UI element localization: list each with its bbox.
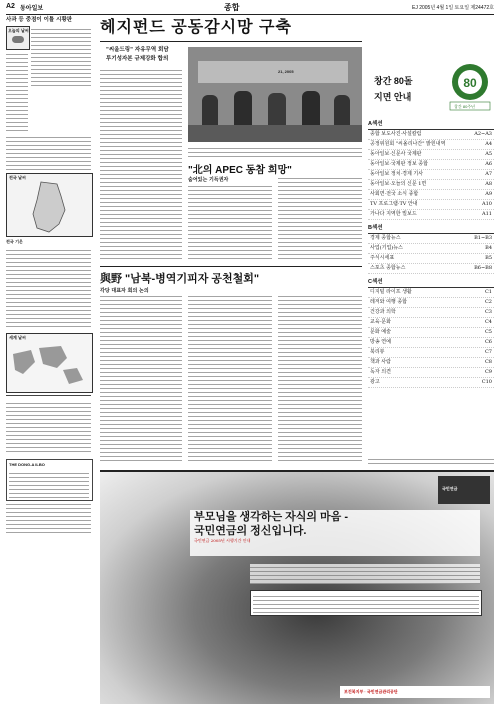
guide-item	[368, 264, 494, 274]
guide-item	[368, 170, 494, 180]
guide-item-page: B4	[485, 245, 492, 251]
lower-rule	[100, 266, 362, 267]
guide-item-page: A8	[485, 181, 492, 187]
guide-item	[368, 210, 494, 220]
weather-title: 오늘의 날씨	[8, 28, 29, 33]
page-number: A2	[6, 3, 15, 10]
guide-item	[368, 254, 494, 264]
sub-head: 숨어있는 기득권자	[188, 177, 229, 183]
guide-item-page: A11	[482, 211, 492, 217]
map-shape	[27, 180, 71, 234]
ad-headline-1: 부모님을 생각하는 자식의 마음 -	[194, 511, 349, 523]
guide-item-name: 동아일보 정치·경제 기사	[370, 171, 424, 177]
quote-head: "北의 APEC 동참 희망"	[188, 165, 292, 176]
corner-badge-text: 국민연금	[442, 486, 458, 491]
guide-item	[368, 308, 494, 318]
weather-text	[31, 26, 91, 86]
guide-item-name: 사업(기업)뉴스	[370, 245, 403, 251]
guide-item	[368, 338, 494, 348]
guide-item-page: C9	[484, 369, 492, 375]
deck-1: "씨올드링" 자유무역 회담	[106, 47, 169, 53]
guide-item-page: B5	[485, 255, 492, 261]
right-lower-text	[368, 456, 494, 464]
left-column	[6, 17, 94, 629]
guide-item-name: 디지털 라이프 생활	[370, 289, 412, 295]
header-rule	[6, 14, 494, 15]
photo-caption: 21, 2005	[278, 69, 294, 74]
guide-item-name: 가나다 지역한 빌보드	[370, 211, 417, 217]
guide-item-name: 사회면·전국 소식 종합	[370, 191, 419, 197]
guide-item-name: 종합 보도사진·사설칼럼	[370, 131, 422, 137]
guide-item-page: C8	[484, 359, 492, 365]
guide-item-name: 스포츠 종합뉴스	[370, 265, 406, 271]
photo-banner	[198, 61, 348, 83]
guide-item	[368, 378, 494, 388]
paper-name: 동아일보	[20, 6, 44, 12]
pension-ad	[100, 470, 494, 704]
korea-map	[6, 173, 93, 237]
guide-item-name: 주식시세표	[370, 255, 395, 261]
guide-item	[368, 318, 494, 328]
section-label: 종합	[224, 3, 240, 12]
lower-sub: 각당 대표자 회의 논의	[100, 288, 149, 294]
guide-item-name: TV 프로그램·TV 안내	[370, 201, 418, 207]
cloud-icon	[12, 36, 24, 43]
lower-story	[100, 266, 362, 464]
ad-headline-2: 국민연금의 정신입니다.	[194, 525, 307, 537]
guide-item-page: C7	[484, 349, 492, 355]
guide-item-name: 레저와 여행 종합	[370, 299, 407, 305]
guide-item	[368, 328, 494, 338]
svg-text:80: 80	[463, 76, 477, 90]
guide-item-name: 동아일보·오늘의 신문 1면	[370, 181, 427, 187]
guide-item-page: C3	[484, 309, 492, 315]
guide-section-title: B섹션	[368, 223, 494, 234]
footer-note: THE DONG-A ILBO	[9, 462, 45, 467]
right-column	[368, 62, 494, 452]
main-headline-rule	[100, 41, 362, 42]
emblem-label: 창간 80주년	[454, 104, 476, 109]
ad-table	[250, 590, 482, 616]
photo-caption-text	[188, 145, 362, 157]
figure-2	[234, 91, 252, 125]
guide-item-name: 공정위원회 "씨올리나간" 밝힌내역	[370, 141, 446, 147]
ad-headline-box	[190, 510, 480, 556]
ad-photo	[100, 472, 494, 704]
figure-4	[302, 91, 320, 125]
guide-item-page: A9	[485, 191, 492, 197]
guide-item-name: 경제 종합뉴스	[370, 235, 401, 241]
world-weather	[6, 333, 93, 393]
guide-item-page: C5	[484, 329, 492, 335]
right-lower-story	[368, 456, 494, 464]
guide-item	[368, 298, 494, 308]
guide-item	[368, 150, 494, 160]
lower-body-1	[100, 296, 182, 461]
guide-sections	[368, 116, 494, 388]
left-text-1	[6, 51, 28, 131]
weather-grid-cells	[6, 400, 91, 452]
temp-table-title: 전국 기온	[6, 239, 23, 244]
guide-section-title: A섹션	[368, 119, 494, 130]
guide-item-name: 북리뷰	[370, 349, 385, 355]
main-body-2	[188, 185, 272, 259]
left-text-3	[6, 503, 91, 533]
guide-item	[368, 180, 494, 190]
main-headline: 헤지펀드 공동감시망 구축	[100, 19, 292, 36]
ad-sponsor-bar	[340, 686, 490, 698]
guide-item	[368, 200, 494, 210]
ad-table-body	[253, 593, 479, 613]
guide-item	[368, 234, 494, 244]
temp-table-body	[6, 247, 91, 327]
figure-1	[202, 95, 218, 125]
guide-item-page: C2	[484, 299, 492, 305]
lower-body-2	[188, 296, 272, 461]
page-header	[6, 3, 494, 13]
guide-item-page: C1	[484, 289, 492, 295]
figure-5	[334, 95, 350, 125]
ad-subline: 국민연금 2005년 시행기간 안내	[194, 538, 251, 543]
banner-title: 창간 80돌	[374, 76, 413, 86]
guide-item	[368, 160, 494, 170]
lower-headline: 與野 "남북-병역기피자 공천철회"	[100, 273, 260, 285]
guide-item-page: A10	[482, 201, 492, 207]
map-label: 전국 날씨	[9, 175, 26, 180]
main-body-1	[100, 69, 182, 259]
left-headline: 사과 등 중점이 이틀 시황판	[6, 17, 73, 23]
guide-item-name: 독자 의견	[370, 369, 391, 375]
guide-item-name: 문화 예술	[370, 329, 391, 335]
guide-item-name: 책과 사람	[370, 359, 391, 365]
guide-item-name: 광고	[370, 379, 380, 385]
guide-item	[368, 368, 494, 378]
left-footer-box	[6, 459, 93, 501]
guide-item-page: C6	[484, 339, 492, 345]
guide-item-page: C10	[481, 379, 492, 385]
guide-item-page: B1~B3	[474, 235, 492, 241]
guide-item-page: C4	[484, 319, 492, 325]
guide-item	[368, 244, 494, 254]
photo-table	[188, 125, 362, 142]
guide-item	[368, 190, 494, 200]
deck-2: 투기성자본 규제강화 합의	[106, 56, 169, 62]
guide-item	[368, 288, 494, 298]
world-map-shape	[11, 344, 87, 388]
guide-item-name: 교육·문화	[370, 319, 391, 325]
ad-corner-badge	[438, 476, 490, 504]
footer-text	[9, 470, 89, 498]
main-story	[100, 17, 362, 262]
anniversary-banner	[368, 62, 494, 112]
guide-item	[368, 130, 494, 140]
guide-item-page: A7	[485, 171, 492, 177]
guide-item-name: 방송 연예	[370, 339, 391, 345]
guide-item-page: A6	[485, 161, 492, 167]
main-photo	[188, 47, 362, 142]
ad-sponsor: 보건복지부 · 국민연금관리공단	[344, 689, 398, 694]
guide-item-page: A5	[485, 151, 492, 157]
temp-table	[6, 239, 91, 329]
guide-item-page: A2~A3	[474, 131, 492, 137]
figure-3	[268, 93, 286, 125]
guide-item-page: A4	[485, 141, 492, 147]
guide-item-name: 동아일보·국제판 정보 종합	[370, 161, 428, 167]
lower-body-3	[278, 296, 362, 461]
guide-item-name: 동아일보·신문사 국제판	[370, 151, 422, 157]
guide-item	[368, 358, 494, 368]
main-body-3	[278, 177, 362, 259]
guide-item-page: B6~B8	[474, 265, 492, 271]
guide-item	[368, 348, 494, 358]
weather-box	[6, 26, 30, 50]
guide-item	[368, 140, 494, 150]
dateline: EJ 2005년 4월 1일 토요일 제24472호	[411, 5, 494, 11]
weather-icon-grid	[6, 395, 91, 456]
banner-subtitle: 지면 안내	[374, 92, 412, 102]
guide-item-name: 건강과 의학	[370, 309, 396, 315]
left-text-2	[6, 135, 91, 170]
guide-section-title: C섹션	[368, 277, 494, 288]
ad-info-block	[250, 564, 480, 584]
world-title: 세계 날씨	[9, 335, 26, 340]
